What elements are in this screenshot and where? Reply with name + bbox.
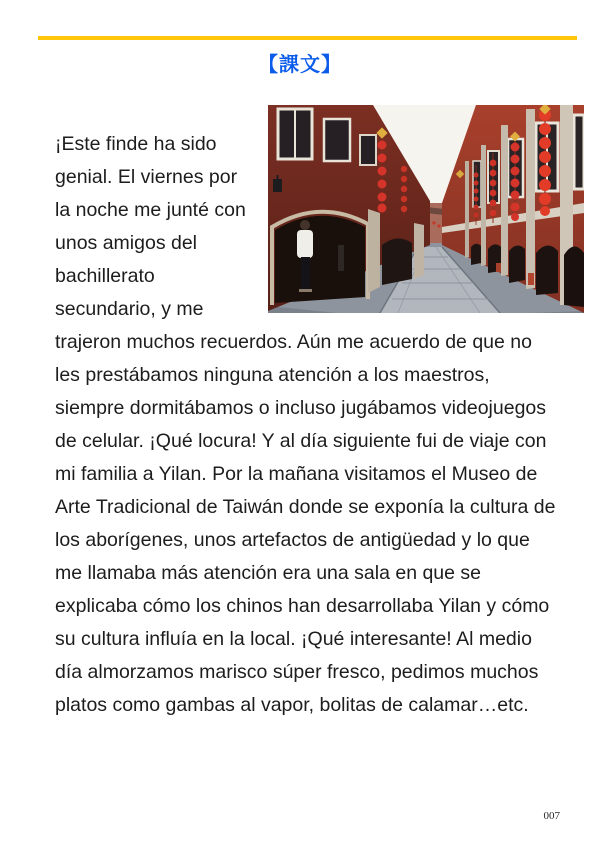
lesson-paragraph	[55, 128, 560, 722]
lesson-body	[55, 128, 560, 722]
old-street-photo	[268, 105, 584, 313]
lesson-paragraph-text: ¡Este finde ha sido genial. El viernes por la noche me junté con unos amigos del bachillerato secundario, y me trajeron muchos recuerdos. Aún me acuerdo de que no les prestábamos ninguna atención a los maestros, siempre dormitábamos o incluso jugábamos videojuegos de celular. ¡Qué locura! Y al día siguiente fui de viaje con mi familia a Yilan. Por la mañana visitamos el Museo de Arte Tradicional de Taiwán donde se exponía la cultura de los aborígenes, unos artefactos de antigüedad y lo que me llamaba más atención era una sala en que se explicaba cómo los chinos han desarrollaba Yilan y cómo su cultura influía en la local. ¡Qué interesante! Al medio día almorzamos marisco súper fresco, pedimos muchos platos como gambas al vapor, bolitas de calamar…etc.	[55, 133, 556, 716]
old-street-photo-illustration	[268, 105, 584, 313]
section-heading: 【課文】	[258, 54, 342, 76]
page-number: 007	[543, 810, 560, 822]
top-rule-divider	[38, 36, 577, 40]
